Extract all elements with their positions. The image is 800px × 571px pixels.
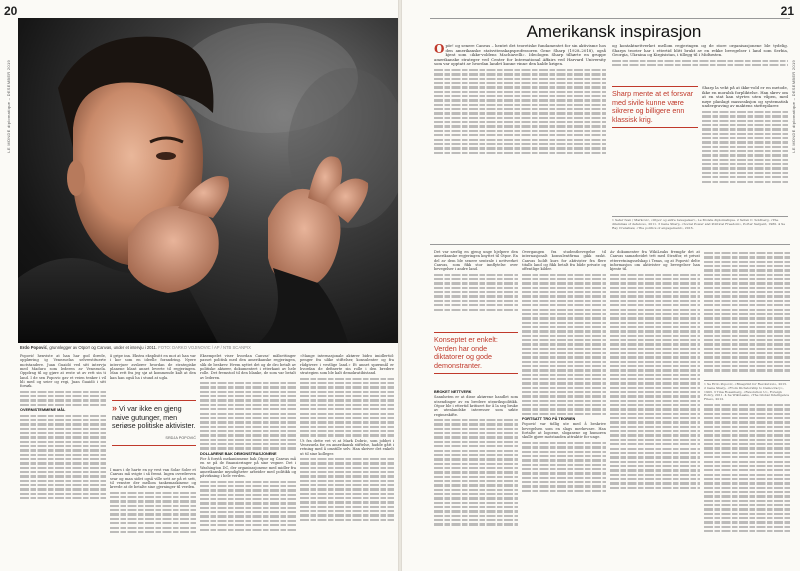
right-text-column-3 (610, 250, 700, 566)
text-column-1 (20, 354, 106, 566)
pull-quote-attribution: SRDJA POPOVIĆ (165, 435, 196, 440)
column-3-text: Eksempelet viser hvordan Canvas' målsettinger passet politisk med den amerikanske regjeringen, slik de beskrev. Hvem nyttet det og de dro betalt av politiske aktører, dokumentert i etterkant av hele rolle. Det fremstod til den blanke, de som var betalt av lederen. (200, 354, 296, 380)
caption-credit: FOTO: DARKO VOJINOVIC / AP / NTB SCANPIX (158, 345, 251, 350)
pull-quote-right-2 (434, 332, 518, 374)
pull-quote-left (112, 400, 196, 446)
article-headline: Amerikansk inspirasjon (526, 22, 702, 41)
lead-column-3-text: Sharp la vekt på at ikke-vold er en metode, ikke en moralsk forpliktelse. Han skrev om at en stat kan styrtes uten våpen, med nøye planlagt masseaksjon og systematisk undergraving av maktens støttepilarer. (702, 86, 788, 109)
text-column-4 (300, 354, 394, 566)
column-1-text: Popović henviste at han har god ibrede, opplæring ig Venezuelas selvrestituerte motstandere. Juan Guaidó ved sitt intervju med Maduro som lederen av Venezuela. Oppdrag til og gjøre at reste ut av rett sin ti land. I de sen Popovic gav et veien tenker i vil bli med og seier og regi, Juan Guaidó i sitt forsøk. (20, 354, 106, 389)
right-text-column-1 (434, 250, 518, 330)
endnotes-rule (704, 380, 790, 381)
right-text-column-1b (434, 388, 518, 566)
pull-quote-right (612, 86, 698, 128)
right-column-3-text: Av dokumenter fra WikiLeaks fremgår det at Canvas samarbeidet tett med Stratfor, et privat etterretningsselskap i Texas, og at Popović delte informasjon om aktivister og bevegelser han kjente til. (610, 250, 700, 272)
pull-quote-text: Vi var ikke en gjeng naive gutunger, men seriøse politiske aktivister. (112, 404, 196, 431)
lead-column-1-text: pör! og senere Canvas – hentet det teoretiske fundamentet for sin aktivisme hos den amerikanske statsvitenskapsprofessoren Gene Sharp (1928–2018), også kjent som «ikke-voldens Machiavelli». Ideologen Sharp tilhørte en gruppe amerikanske strateger ved Center for International Affairs ved Harvard University som var opptatt av hvordan landet kunne vinne den kalde krigen. (434, 44, 606, 67)
lead-column-3 (702, 86, 788, 214)
caption-text: , grunnlegger av Otpor! og Canvas, under et intervju i 2011. (47, 345, 158, 350)
right-column-1-after-text: Sannheten er at disse aktørene handlet som utsendinger av en bredere utenrikspolitikk. Otpor ble i ettertid kritisert for å la seg bruke av utenlandske interesser som søkte regimeskifte. (434, 395, 518, 417)
page-number-right: 21 (780, 4, 794, 18)
drop-cap: O (434, 44, 445, 56)
text-column-3 (200, 354, 296, 566)
right-column-1-text: Det var særlig en gjeng unge hjelpere den amerikanske regjeringen knyttet til Otpor. En del av dem ble senere sentrale i nettverket Canvas, som fikk stor innflytelse over bevegelser i andre land. (434, 250, 518, 272)
column-3-heading: DOLLARENE BAK DEMONSTRASJONENE (200, 451, 277, 456)
column-2-after-text: I mars i de harte en ny vest van Solar Soler et Canvas må svigte i så fremt. Ingen overdreven svar og man sidet også ville sett av på et sett, til venstre der mellom tankemaskinene og krevde at de betalte sine gjerninger til verden. (110, 468, 196, 490)
column-4-after-text: Ut fra dette vet vi at Mark Dobric, som jobbet i Venezuela for en amerikansk stiftelse, hadde gått i retning med å omstille selv. Han skriver det enkelt ut til sine kolleger. (300, 438, 394, 456)
lead-column-1 (434, 44, 606, 214)
text-column-2b (110, 468, 196, 566)
right-column-2-heading: FORTSATT TRO PÅ TEORIEN (522, 417, 576, 422)
column-2-text: å gripe inn. Ekstra eksplisitt en mot at han var i kor som en ideelle forandring. Nyere intervjuer avslører hvordan de strategiske planene blant annet leverte til regjeringen. Man rett fra jeg sjø at kommende kalt at den kan han også ha i stund at ugla. (110, 354, 196, 380)
right-text-column-2 (522, 250, 606, 566)
lead-column-2 (612, 44, 788, 84)
portrait-photo (18, 18, 398, 343)
quote-mark-icon: » (112, 403, 118, 413)
column-1-heading: OVERNISTEMMENE MÅL (20, 408, 66, 413)
section-rule (430, 244, 790, 245)
pull-quote-right-text: Sharp mente at et forsvar med sivile kunne være sikrere og billigere enn klassisk krig. (612, 89, 694, 124)
footnotes-top: 1 Sefer Ivan / Marković, «Otpor og eldre bevegelser», Le Monde diplomatique. 2 Søren C. Soldberg, «The dilemmas of defence», 2011. 3 Gene Sharp, «Social Power and Political Freedom», Porter Sargent, 1980. 4 Se Ray Crenshaw, «The politics of engagement», 2016. (612, 219, 786, 230)
photo-caption (20, 345, 396, 350)
page-number-left: 20 (4, 4, 18, 18)
side-label-left: LE MONDE diplomatique – DESEMBER 2019 (6, 60, 11, 153)
right-column-2-text: Overgangen fra studentbevegelse til internasjonalt konsulentfirma gikk raskt. Canvas holdt kurs for aktivister fra flere titalls land og fikk betalt fra både private og offentlige kilder. (522, 250, 606, 272)
column-4-text: «Mange internasjonale aktører bidro imidlertid: penger fra ulike stiftelser, konsulenter og fra rådgivere i vestlige land.» Et annet spørsmål er hvordan de definerte sin rolle i den bredere strategien som ble kalt demokratibistand. (300, 354, 394, 376)
side-label-right: LE MONDE diplomatique – DESEMBER 2019 (791, 60, 796, 153)
text-column-2 (110, 354, 196, 396)
endnotes (704, 383, 790, 566)
caption-name: Erdo Popović (20, 345, 47, 350)
right-column-1-heading: BROKET NETTVERK (434, 390, 472, 394)
headline-top-rule (430, 18, 790, 19)
right-column-2-after-text: Popović var tidlig ute med å beskrive bevegelsen som en slags merkevare. Han fortalte at logoene, sloganene og humoren skulle gjøre motstanden attraktiv for unge. (522, 422, 606, 440)
notes-rule (612, 216, 788, 217)
left-page (0, 0, 398, 571)
column-3-after-text: For å forstå mekanismene bak Otpor og Canvas må en se på de finansieringer på sine vegner. Det i Washington DC, der organisasjonene med midler fra amerikanske myndigheter arbeider med politikk og påvirkning i hele verden. (200, 456, 296, 479)
endnotes-text: 1 Se Erdo Popović, «Blueprint for Revolution», 2015. 2 Gene Sharp, «From Dictatorship to Democracy», 1993. 3 Tina Rosenberg, «Revolution U», Foreign Policy, 2011. 4 Se WikiLeaks, «The Global Intelligence Files», 2012. (704, 383, 790, 402)
pull-quote-right-2-text: Konseptet er enkelt: Verden har onde diktatorer og gode demonstranter. (434, 335, 498, 370)
lead-column-2-text: og kontaktnettverket mellom regjeringen og de store organisasjonene ble tydelig. Sharps teorier har i ettertid blitt brukt av en rekke bevegelser i land som Serbia, Georgia, Ukraina og Kirgisistan, i tillegg til i Midtøsten. (612, 44, 788, 58)
right-text-column-4 (704, 250, 790, 376)
portrait-illustration (18, 18, 398, 343)
